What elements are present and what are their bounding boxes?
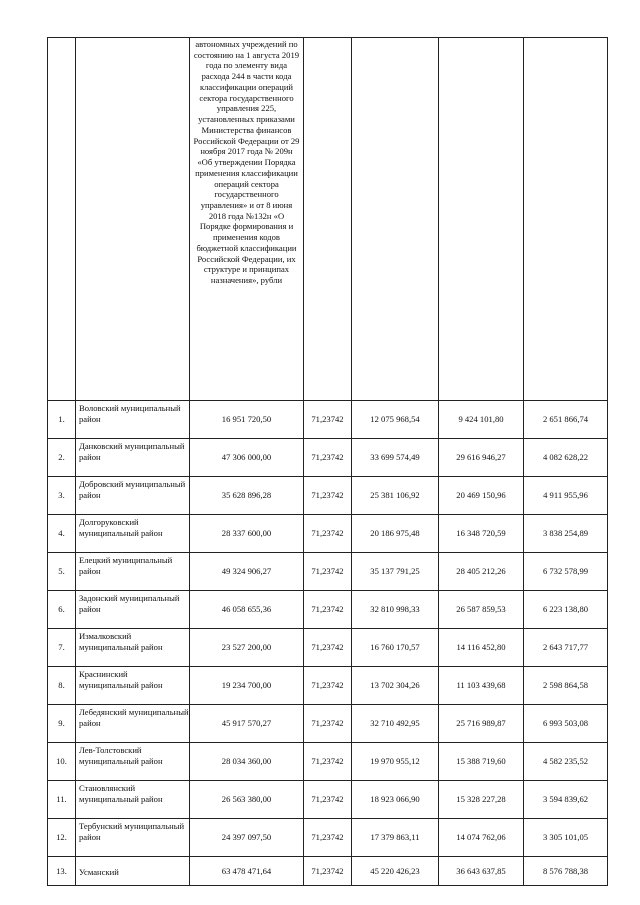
amount-cell: 26 587 859,53	[439, 591, 524, 629]
header-cell-empty	[352, 38, 439, 401]
table-body	[48, 38, 608, 886]
header-cell-empty	[76, 38, 190, 401]
district-name: Долгоруковский муниципальный район	[76, 515, 190, 553]
coefficient-cell: 71,23742	[304, 439, 352, 477]
amount-cell: 6 993 503,08	[524, 705, 608, 743]
district-name: Краснинский муниципальный район	[76, 667, 190, 705]
amount-cell: 32 810 998,33	[352, 591, 439, 629]
amount-cell: 35 628 896,28	[190, 477, 304, 515]
row-number: 8.	[48, 667, 76, 705]
amount-cell: 20 186 975,48	[352, 515, 439, 553]
district-name: Данковский муниципальный район	[76, 439, 190, 477]
table-row	[48, 401, 608, 439]
amount-cell: 28 337 600,00	[190, 515, 304, 553]
amount-cell: 6 223 138,80	[524, 591, 608, 629]
table-row	[48, 781, 608, 819]
amount-cell: 47 306 000,00	[190, 439, 304, 477]
district-name: Добровский муниципальный район	[76, 477, 190, 515]
row-number: 3.	[48, 477, 76, 515]
header-row	[48, 38, 608, 401]
coefficient-cell: 71,23742	[304, 781, 352, 819]
coefficient-cell: 71,23742	[304, 553, 352, 591]
row-number: 9.	[48, 705, 76, 743]
coefficient-cell: 71,23742	[304, 705, 352, 743]
amount-cell: 33 699 574,49	[352, 439, 439, 477]
amount-cell: 2 651 866,74	[524, 401, 608, 439]
amount-cell: 20 469 150,96	[439, 477, 524, 515]
amount-cell: 3 594 839,62	[524, 781, 608, 819]
amount-cell: 14 074 762,06	[439, 819, 524, 857]
district-name: Лев-Толстовский муниципальный район	[76, 743, 190, 781]
row-number: 12.	[48, 819, 76, 857]
coefficient-cell: 71,23742	[304, 857, 352, 886]
table-row	[48, 515, 608, 553]
header-cell-empty	[48, 38, 76, 401]
amount-cell: 9 424 101,80	[439, 401, 524, 439]
row-number: 10.	[48, 743, 76, 781]
district-name: Лебедянский муниципальный район	[76, 705, 190, 743]
amount-cell: 25 381 106,92	[352, 477, 439, 515]
row-number: 4.	[48, 515, 76, 553]
row-number: 11.	[48, 781, 76, 819]
header-cell-empty	[304, 38, 352, 401]
table-row	[48, 439, 608, 477]
amount-cell: 2 598 864,58	[524, 667, 608, 705]
amount-cell: 4 911 955,96	[524, 477, 608, 515]
coefficient-cell: 71,23742	[304, 629, 352, 667]
row-number: 5.	[48, 553, 76, 591]
amount-cell: 16 951 720,50	[190, 401, 304, 439]
amount-cell: 13 702 304,26	[352, 667, 439, 705]
table-row	[48, 857, 608, 886]
coefficient-cell: 71,23742	[304, 401, 352, 439]
amount-cell: 25 716 989,87	[439, 705, 524, 743]
amount-cell: 17 379 863,11	[352, 819, 439, 857]
district-name: Тербунский муниципальный район	[76, 819, 190, 857]
district-name: Воловский муниципальный район	[76, 401, 190, 439]
amount-cell: 28 405 212,26	[439, 553, 524, 591]
coefficient-cell: 71,23742	[304, 591, 352, 629]
amount-cell: 35 137 791,25	[352, 553, 439, 591]
amount-cell: 45 917 570,27	[190, 705, 304, 743]
amount-cell: 36 643 637,85	[439, 857, 524, 886]
table-row	[48, 629, 608, 667]
row-number: 2.	[48, 439, 76, 477]
row-number: 6.	[48, 591, 76, 629]
amount-cell: 63 478 471,64	[190, 857, 304, 886]
amount-cell: 29 616 946,27	[439, 439, 524, 477]
table-row	[48, 705, 608, 743]
amount-cell: 12 075 968,54	[352, 401, 439, 439]
amount-cell: 28 034 360,00	[190, 743, 304, 781]
amount-cell: 49 324 906,27	[190, 553, 304, 591]
amount-cell: 2 643 717,77	[524, 629, 608, 667]
amount-cell: 23 527 200,00	[190, 629, 304, 667]
district-name: Усманский	[76, 857, 190, 886]
amount-cell: 16 348 720,59	[439, 515, 524, 553]
table-row	[48, 591, 608, 629]
amount-cell: 11 103 439,68	[439, 667, 524, 705]
amount-cell: 6 732 578,99	[524, 553, 608, 591]
district-name: Измалковский муниципальный район	[76, 629, 190, 667]
header-cell-empty	[439, 38, 524, 401]
amount-cell: 26 563 380,00	[190, 781, 304, 819]
table-row	[48, 819, 608, 857]
table-row	[48, 743, 608, 781]
coefficient-cell: 71,23742	[304, 743, 352, 781]
amount-cell: 18 923 066,90	[352, 781, 439, 819]
header-text: автономных учреждений по состоянию на 1 августа 2019 года по элементу вида расхода 244 в части кода классификации операций сектора государственного управления 225, установленных приказами Министерства финансов Российской Федерации от 29 ноября 2017 года № 209н «Об утверждении Порядка применения классификации операций сектора государственного управления» и от 8 июня 2018 года №132н «О Порядке формирования и применения кодов бюджетной классификации Российской Федерации, их структуре и принципах назначения», рубли	[190, 38, 304, 401]
amount-cell: 45 220 426,23	[352, 857, 439, 886]
amount-cell: 14 116 452,80	[439, 629, 524, 667]
budget-table	[47, 37, 608, 886]
table-row	[48, 477, 608, 515]
coefficient-cell: 71,23742	[304, 667, 352, 705]
amount-cell: 46 058 655,36	[190, 591, 304, 629]
district-name: Елецкий муниципальный район	[76, 553, 190, 591]
amount-cell: 4 082 628,22	[524, 439, 608, 477]
amount-cell: 32 710 492,95	[352, 705, 439, 743]
district-name: Становлянский муниципальный район	[76, 781, 190, 819]
coefficient-cell: 71,23742	[304, 477, 352, 515]
amount-cell: 3 305 101,05	[524, 819, 608, 857]
table-row	[48, 553, 608, 591]
row-number: 7.	[48, 629, 76, 667]
amount-cell: 19 234 700,00	[190, 667, 304, 705]
row-number: 1.	[48, 401, 76, 439]
amount-cell: 16 760 170,57	[352, 629, 439, 667]
coefficient-cell: 71,23742	[304, 819, 352, 857]
amount-cell: 3 838 254,89	[524, 515, 608, 553]
row-number: 13.	[48, 857, 76, 886]
table-row	[48, 667, 608, 705]
amount-cell: 15 328 227,28	[439, 781, 524, 819]
amount-cell: 4 582 235,52	[524, 743, 608, 781]
amount-cell: 8 576 788,38	[524, 857, 608, 886]
amount-cell: 24 397 097,50	[190, 819, 304, 857]
coefficient-cell: 71,23742	[304, 515, 352, 553]
amount-cell: 15 388 719,60	[439, 743, 524, 781]
amount-cell: 19 970 955,12	[352, 743, 439, 781]
header-cell-empty	[524, 38, 608, 401]
district-name: Задонский муниципальный район	[76, 591, 190, 629]
